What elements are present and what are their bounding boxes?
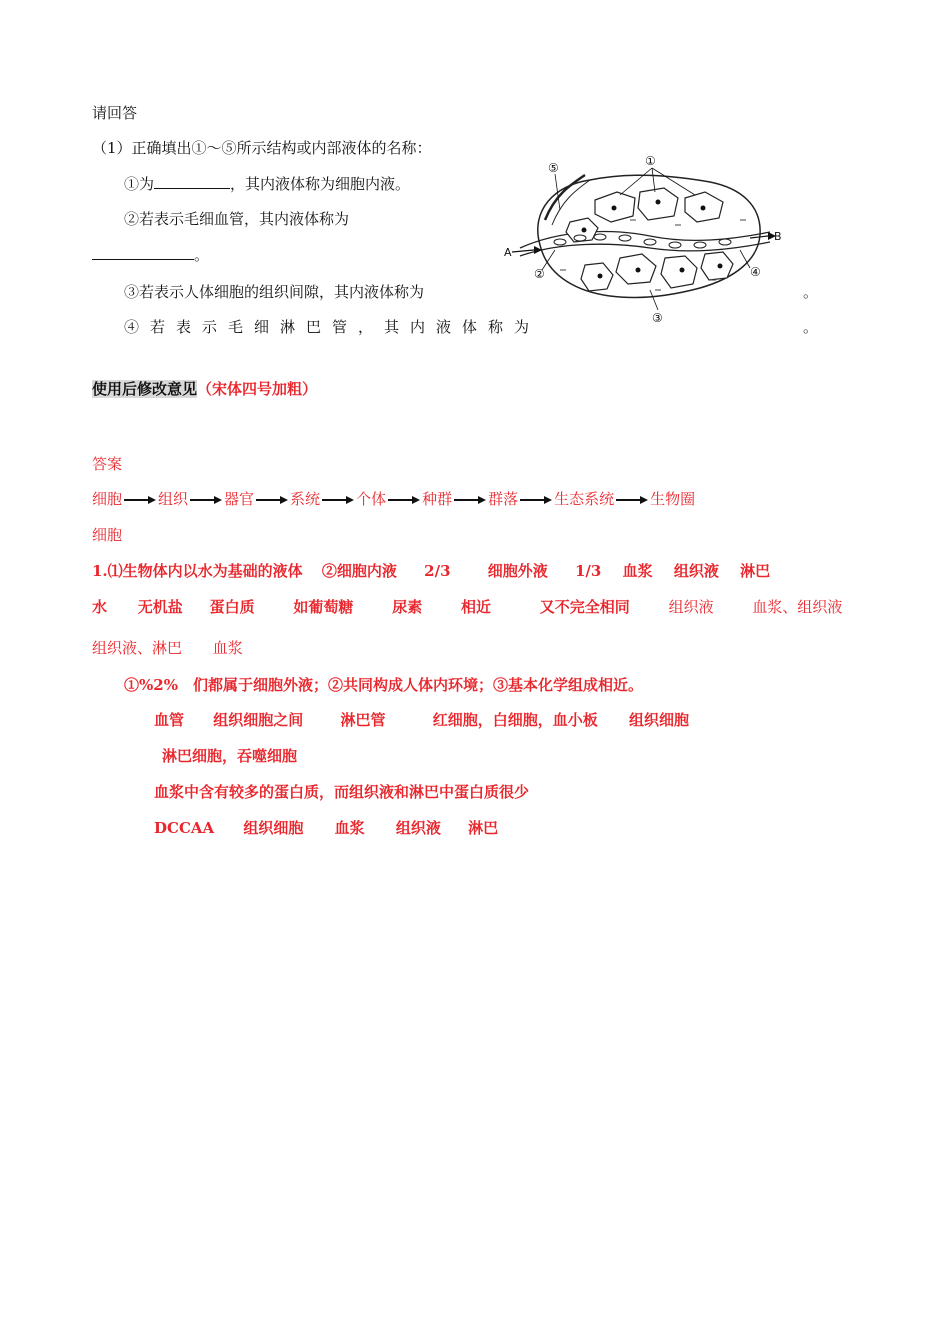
mark-3: ③ [652, 311, 663, 325]
right-arrow-icon [520, 495, 552, 505]
right-arrow-icon [388, 495, 420, 505]
answer-blank-1[interactable] [154, 174, 230, 189]
answer-text: 2/3 [424, 562, 451, 580]
answer-text: 血浆 [212, 639, 243, 657]
question-1-prefix: ①为 [124, 175, 155, 193]
right-arrow-icon [616, 495, 648, 505]
answer-text: 组织液 [673, 562, 719, 580]
right-arrow-icon [454, 495, 486, 505]
mark-5: ⑤ [548, 161, 559, 175]
answer-text: 1/3 [575, 562, 602, 580]
answer-3 [154, 710, 689, 730]
answer-text: 蛋白质 [209, 598, 255, 616]
answer-text: 组织细胞 [243, 819, 304, 837]
chain-item: 种群 [422, 490, 453, 508]
prompt-text: 请回答 [92, 104, 138, 122]
answer-2: ①%2% 们都属于细胞外液；②共同构成人体内环境；③基本化学组成相近。 [124, 676, 643, 694]
question-3-end: 。 [803, 283, 819, 301]
right-arrow-icon [256, 495, 288, 505]
answer-text: 无机盐 [137, 598, 183, 616]
chain-item: 生态系统 [554, 490, 615, 508]
chain-item: 组织 [158, 490, 189, 508]
question-3: ③若表示人体细胞的组织间隙，其内液体称为 [124, 283, 425, 301]
answer-text: 组织液 [668, 598, 714, 616]
answer-text: 1.⑴生物体内以水为基础的液体 [92, 562, 303, 580]
answers-title: 答案 [92, 455, 123, 473]
question-1-suffix: ，其内液体称为细胞内液。 [230, 175, 411, 193]
feedback-title: 使用后修改意见 [92, 380, 198, 398]
label-a: A [504, 246, 512, 259]
mark-2: ② [534, 267, 545, 281]
answer-text: 相近 [460, 598, 491, 616]
answer-6 [154, 818, 498, 838]
answer-text: DCCAA [154, 819, 215, 837]
answer-text: 组织液 [395, 819, 441, 837]
answer-text: 组织细胞之间 [213, 711, 304, 729]
tissue-diagram [500, 150, 790, 325]
answer-text: 尿素 [392, 598, 423, 616]
answer-1-line-1 [92, 561, 770, 581]
answer-text: 血浆 [622, 562, 653, 580]
answer-text: 细胞外液 [487, 562, 548, 580]
answer-text: 红细胞，白细胞，血小板 [432, 711, 598, 729]
chain-item: 个体 [356, 490, 387, 508]
mark-4: ④ [750, 265, 761, 279]
right-arrow-icon [124, 495, 156, 505]
right-arrow-icon [190, 495, 222, 505]
answer-text: 又不完全相同 [539, 598, 630, 616]
answer-text: 血浆、组织液 [752, 598, 843, 616]
chain-item: 群落 [488, 490, 519, 508]
question-2-continued [92, 245, 209, 265]
answer-text: 组织液、淋巴 [92, 639, 183, 657]
flow-arrow-in [512, 250, 534, 252]
answer-4: 淋巴细胞，吞噬细胞 [162, 747, 298, 765]
answer-1-line-2 [92, 597, 842, 617]
question-2: ②若表示毛细血管，其内液体称为 [124, 210, 350, 228]
answer-text: 如葡萄糖 [293, 598, 354, 616]
answer-text: 血管 [154, 711, 185, 729]
hierarchy-chain [92, 489, 695, 509]
answer-text: 淋巴 [468, 819, 499, 837]
answer-text: 血浆 [334, 819, 365, 837]
chain-item: 器官 [224, 490, 255, 508]
label-b: B [774, 230, 782, 243]
question-4-end: 。 [803, 318, 819, 336]
chain-item: 系统 [290, 490, 321, 508]
answer-cell: 细胞 [92, 526, 123, 544]
answer-text: 组织细胞 [629, 711, 690, 729]
answer-text: 水 [92, 598, 108, 616]
feedback-heading [92, 379, 317, 399]
answer-text: 淋巴管 [340, 711, 386, 729]
answer-blank-2[interactable] [92, 245, 194, 260]
mark-1: ① [645, 154, 656, 168]
question-item-1: （1）正确填出①～⑤所示结构或内部液体的名称： [92, 139, 432, 157]
right-arrow-icon [322, 495, 354, 505]
question-2-suffix: 。 [194, 246, 210, 264]
question-4: ④若表示毛细淋巴管，其内液体称为 [124, 318, 541, 336]
answer-1-line-3 [92, 638, 243, 658]
answer-text: 淋巴 [740, 562, 771, 580]
answer-text: ②细胞内液 [321, 562, 397, 580]
answer-5: 血浆中含有较多的蛋白质，而组织液和淋巴中蛋白质很少 [154, 783, 530, 801]
chain-item: 生物圈 [650, 490, 696, 508]
feedback-note: （宋体四号加粗） [197, 380, 318, 398]
chain-item: 细胞 [92, 490, 123, 508]
question-1 [124, 174, 410, 194]
